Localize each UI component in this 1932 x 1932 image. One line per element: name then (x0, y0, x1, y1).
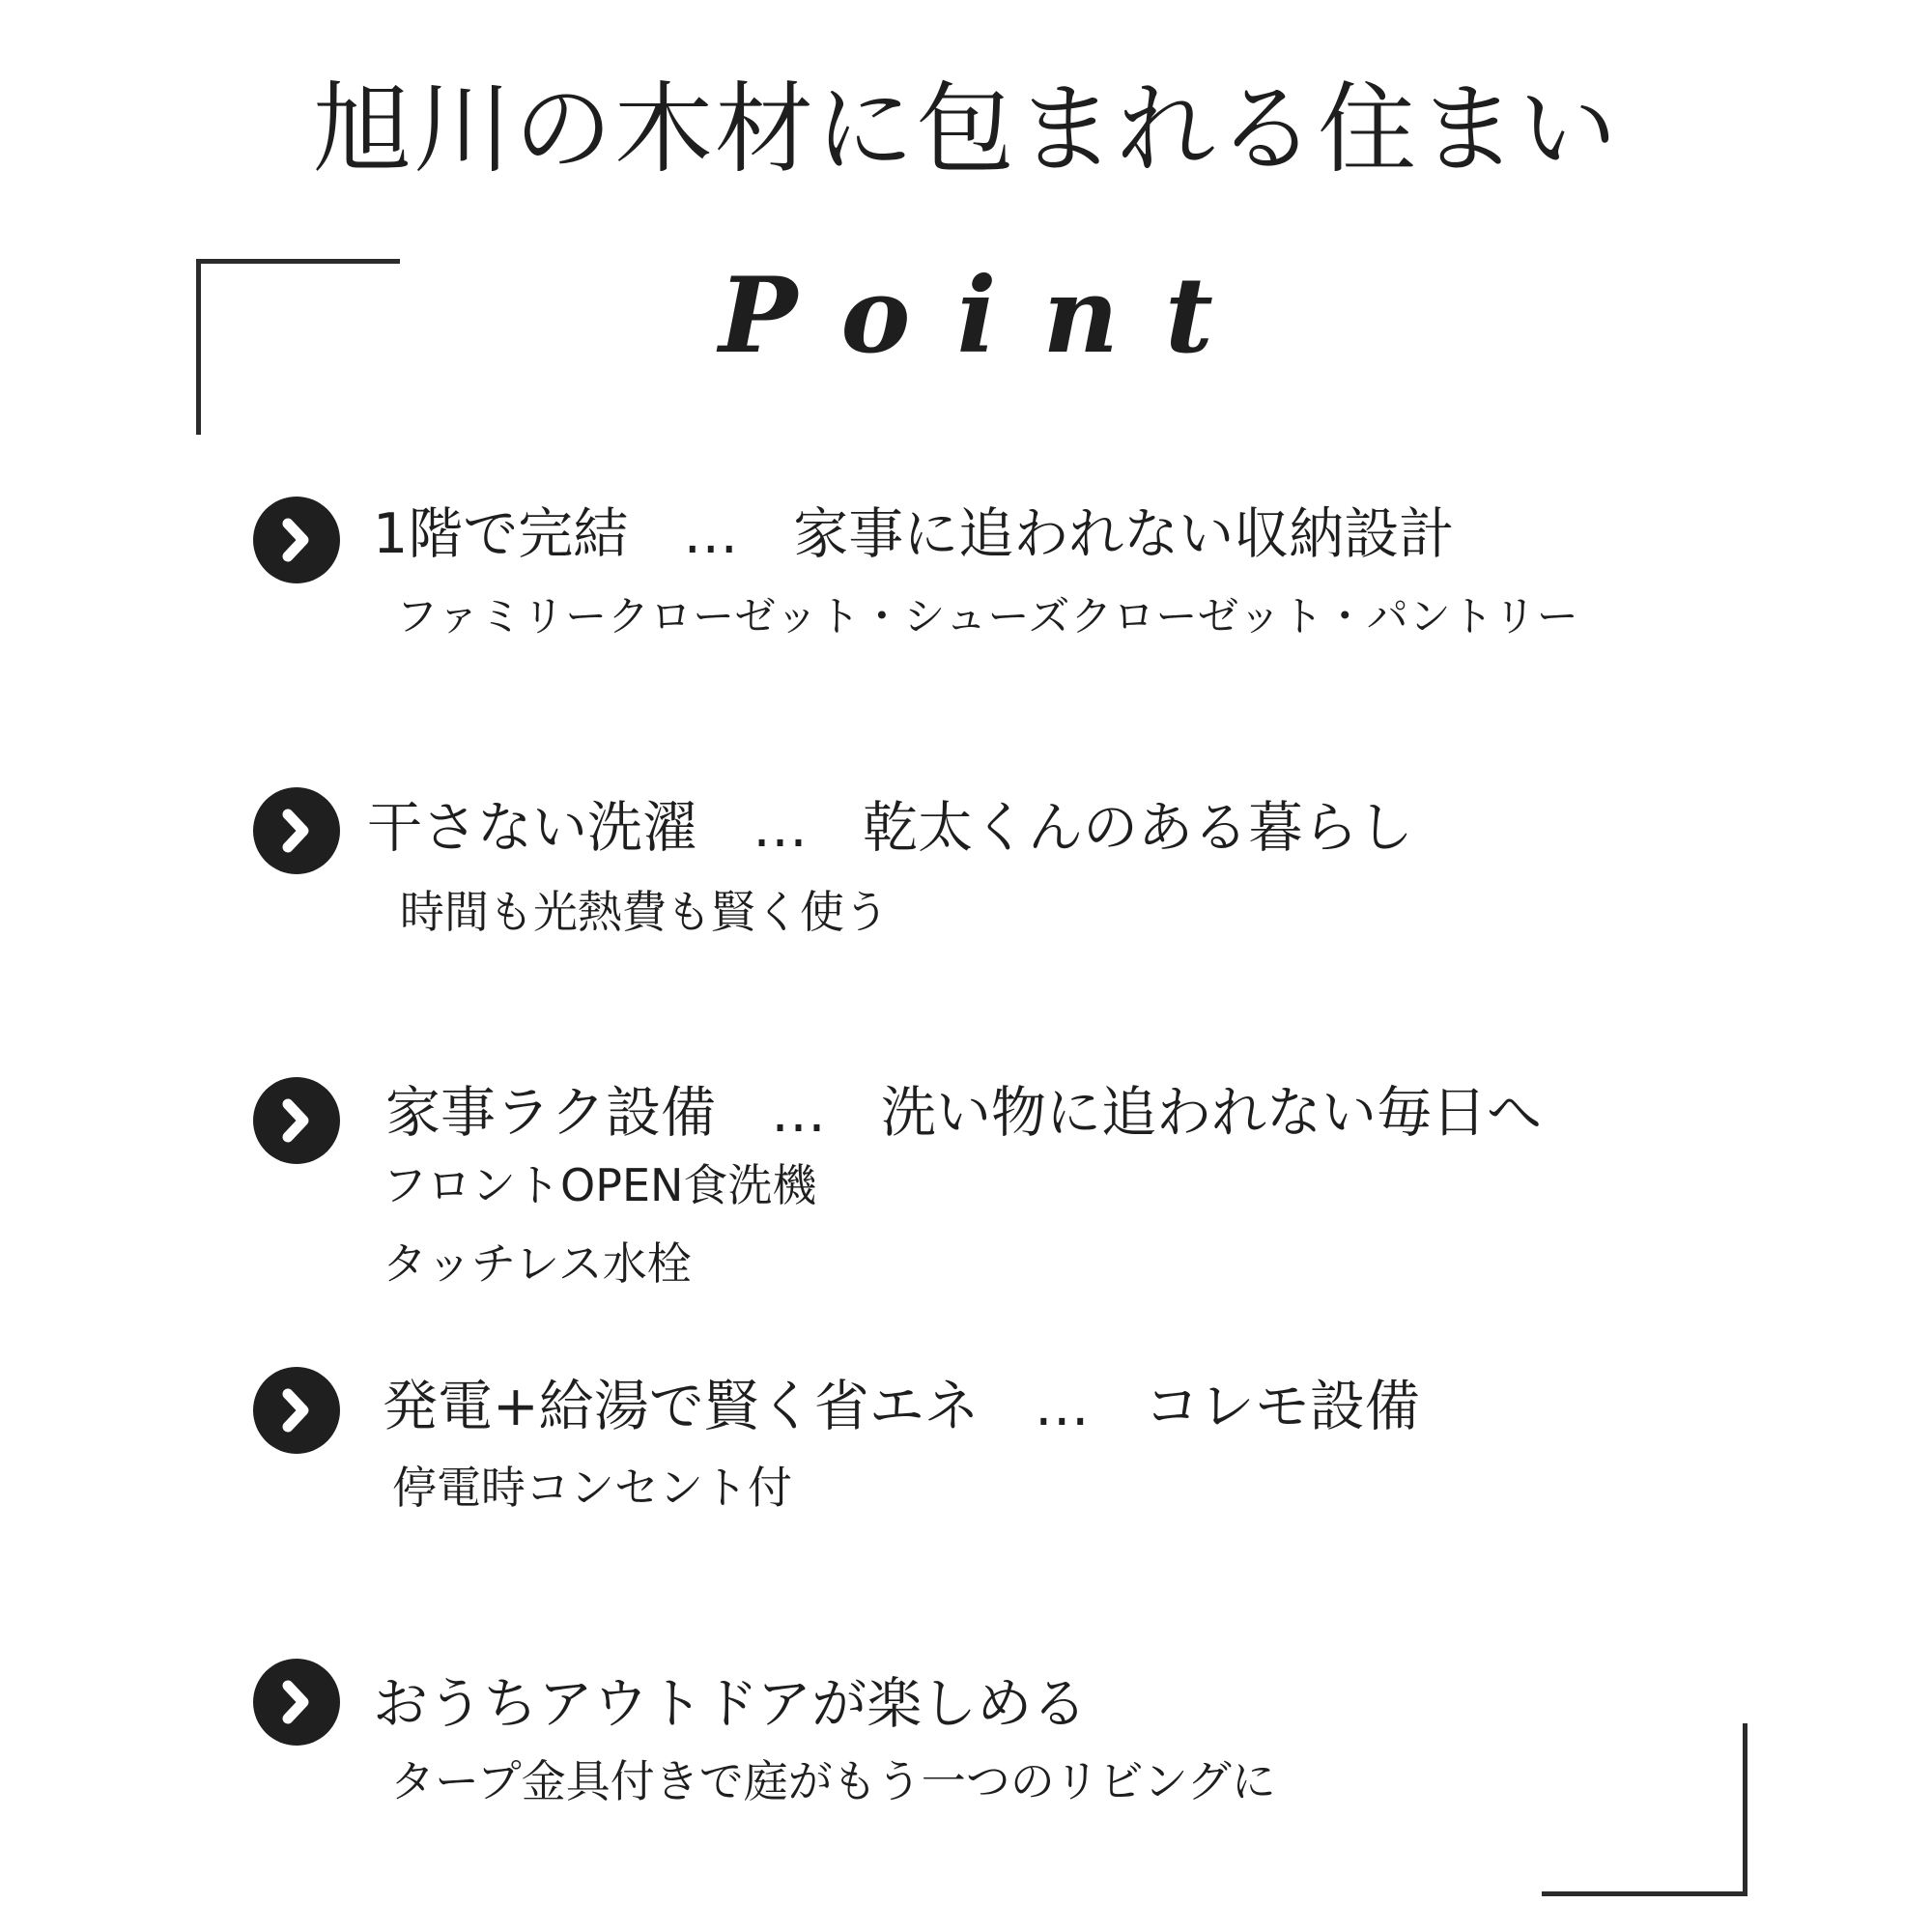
chevron-right-circle-icon (253, 1659, 340, 1746)
point-3-detail-1: フロントOPEN食洗機 (383, 1159, 817, 1211)
point-3-heading: 家事ラク設備 … 洗い物に追われない毎日へ (385, 1081, 1542, 1145)
point-4-detail: 停電時コンセント付 (392, 1462, 792, 1514)
frame-corner-bottom-right-vertical (1743, 1723, 1747, 1896)
point-3-detail-2: タッチレス水栓 (383, 1237, 692, 1290)
frame-corner-top-left-vertical (196, 259, 201, 435)
point-2-detail: 時間も光熱費も賢く使う (400, 886, 889, 938)
point-1-heading: 1階で完結 … 家事に追われない収納設計 (373, 502, 1455, 566)
chevron-right-circle-icon (253, 1367, 340, 1454)
point-5-detail: タープ金具付きで庭がもう一つのリビングに (390, 1755, 1276, 1807)
point-heading: Point (719, 255, 1260, 377)
page-title: 旭川の木材に包まれる住まい (313, 72, 1619, 187)
point-4-heading: 発電+給湯で賢く省エネ … コレモ設備 (383, 1375, 1420, 1438)
point-5-heading: おうちアウトドアが楽しめる (373, 1672, 1088, 1736)
point-1-detail: ファミリークローゼット・シューズクローゼット・パントリー (396, 593, 1579, 641)
frame-corner-top-left-horizontal (196, 259, 400, 264)
chevron-right-circle-icon (253, 787, 340, 874)
point-2-heading: 干さない洗濯 … 乾太くんのある暮らし (367, 796, 1413, 860)
chevron-right-circle-icon (253, 497, 340, 583)
frame-corner-bottom-right-horizontal (1542, 1891, 1747, 1896)
chevron-right-circle-icon (253, 1077, 340, 1164)
